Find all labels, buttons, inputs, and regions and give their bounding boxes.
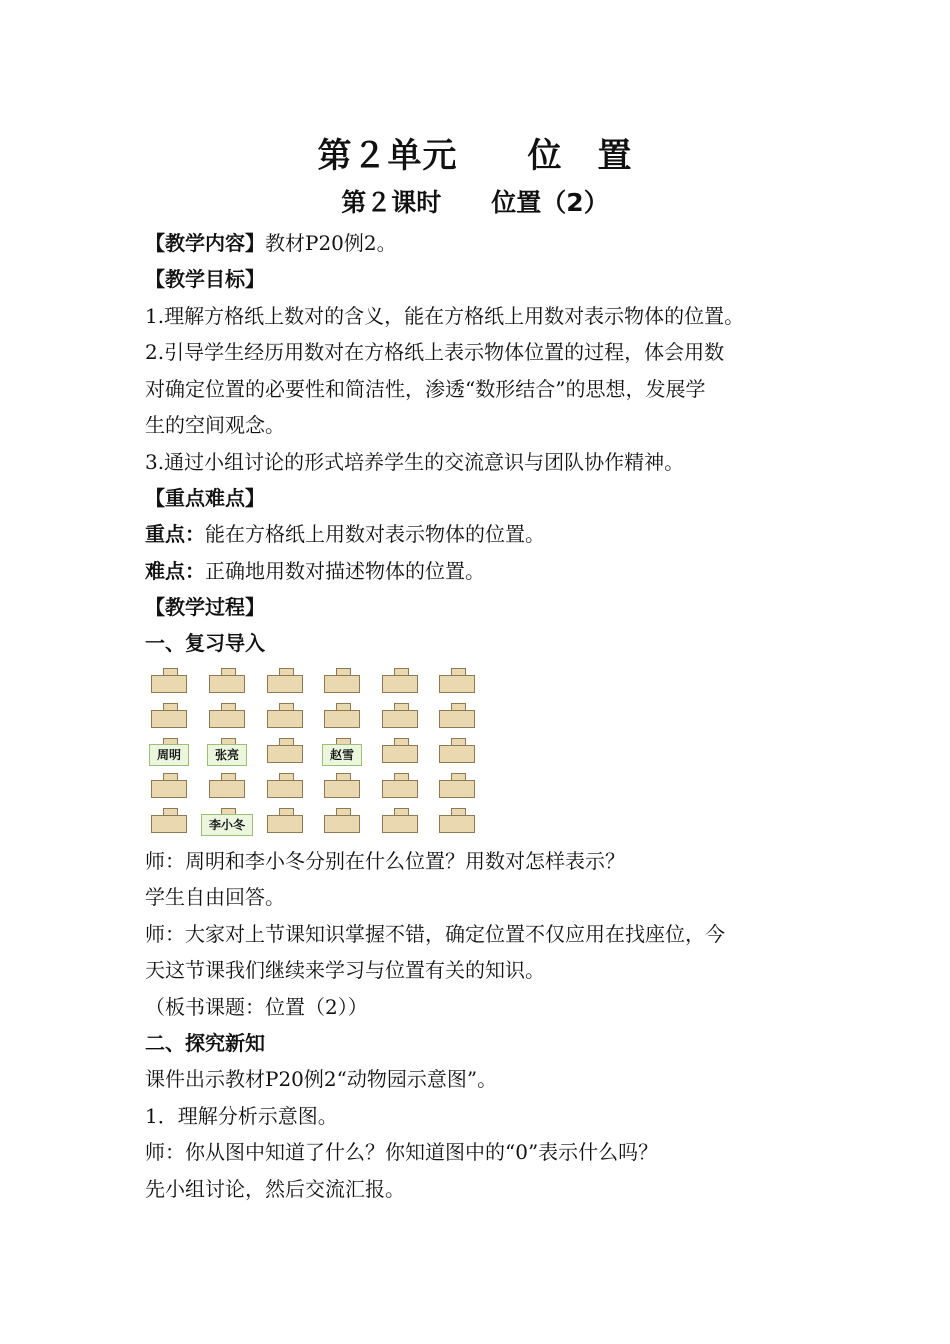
seat-desk xyxy=(209,773,245,799)
seat-desk xyxy=(439,773,475,799)
seat-desk xyxy=(439,738,475,764)
seat-desk xyxy=(209,703,245,729)
seat-desk xyxy=(151,668,187,694)
student-name-tag: 赵雪 xyxy=(322,744,362,766)
lesson-title: 第２课时 位置（2） xyxy=(341,188,609,217)
goal-line: 3.通过小组讨论的形式培养学生的交流意识与团队协作精神。 xyxy=(145,450,685,474)
seat-desk xyxy=(151,703,187,729)
seat-desk xyxy=(267,668,303,694)
teacher-line: 师：大家对上节课知识掌握不错，确定位置不仅应用在找座位，今 xyxy=(145,922,725,946)
goal-line: 1.理解方格纸上数对的含义，能在方格纸上用数对表示物体的位置。 xyxy=(145,304,745,328)
goal-line: 生的空间观念。 xyxy=(145,413,285,437)
seat-desk xyxy=(324,703,360,729)
difficulty-line xyxy=(145,559,485,583)
difficulty-text: 正确地用数对描述物体的位置。 xyxy=(205,559,485,583)
content-line xyxy=(145,231,397,255)
discussion-line: 先小组讨论，然后交流汇报。 xyxy=(145,1177,405,1201)
process-heading: 【教学过程】 xyxy=(145,595,265,619)
key-point-text: 能在方格纸上用数对表示物体的位置。 xyxy=(205,522,545,546)
courseware-line: 课件出示教材P20例2“动物园示意图”。 xyxy=(145,1067,498,1091)
section-review: 一、复习导入 xyxy=(145,631,265,655)
student-name-tag: 李小冬 xyxy=(201,814,253,836)
seat-desk xyxy=(439,808,475,834)
seat-desk xyxy=(267,703,303,729)
seat-desk xyxy=(209,668,245,694)
seat-desk xyxy=(382,738,418,764)
teacher-question: 师：周明和李小冬分别在什么位置？用数对怎样表示？ xyxy=(145,849,625,873)
seat-desk xyxy=(267,773,303,799)
difficulty-label: 难点： xyxy=(145,559,205,583)
content-label: 【教学内容】 xyxy=(145,231,265,255)
key-point-line xyxy=(145,522,545,546)
keypoints-heading: 【重点难点】 xyxy=(145,486,265,510)
seat-desk xyxy=(439,668,475,694)
seat-desk xyxy=(267,738,303,764)
unit-title: 第２单元 位 置 xyxy=(317,136,633,176)
student-answer: 学生自由回答。 xyxy=(145,885,285,909)
student-name-tag: 周明 xyxy=(149,744,189,766)
content-text: 教材P20例2。 xyxy=(265,231,397,255)
seat-desk xyxy=(324,668,360,694)
goal-line: 2.引导学生经历用数对在方格纸上表示物体位置的过程，体会用数 xyxy=(145,340,725,364)
goals-heading: 【教学目标】 xyxy=(145,267,265,291)
goal-line: 对确定位置的必要性和简洁性，渗透“数形结合”的思想，发展学 xyxy=(145,377,706,401)
key-point-label: 重点： xyxy=(145,522,205,546)
seat-desk xyxy=(382,668,418,694)
seat-desk xyxy=(151,808,187,834)
step-line: 1．理解分析示意图。 xyxy=(145,1104,338,1128)
seat-desk xyxy=(324,773,360,799)
seat-desk xyxy=(267,808,303,834)
seat-desk xyxy=(382,703,418,729)
seat-desk xyxy=(151,773,187,799)
seat-desk xyxy=(382,808,418,834)
section-explore: 二、探究新知 xyxy=(145,1031,265,1055)
seat-desk xyxy=(382,773,418,799)
seat-desk xyxy=(324,808,360,834)
student-name-tag: 张亮 xyxy=(207,744,247,766)
seat-desk xyxy=(439,703,475,729)
teacher-line: 天这节课我们继续来学习与位置有关的知识。 xyxy=(145,958,545,982)
teacher-question: 师：你从图中知道了什么？你知道图中的“0”表示什么吗？ xyxy=(145,1140,659,1164)
classroom-seating-chart xyxy=(145,664,485,839)
board-note: （板书课题：位置（2）） xyxy=(145,995,368,1019)
